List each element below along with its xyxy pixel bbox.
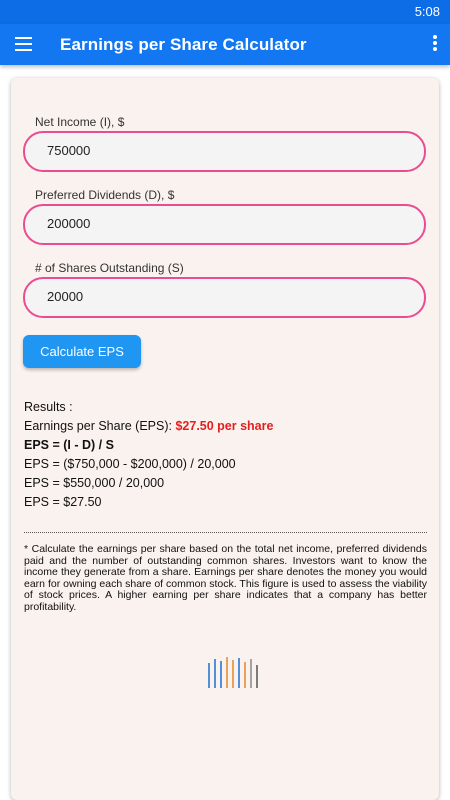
- eps-result-value: $27.50 per share: [175, 419, 274, 433]
- net-income-input[interactable]: 750000: [23, 131, 426, 172]
- preferred-dividends-input[interactable]: 200000: [23, 204, 426, 245]
- eps-result-prefix: Earnings per Share (EPS):: [24, 419, 176, 433]
- eps-step-1: EPS = ($750,000 - $200,000) / 20,000: [24, 457, 236, 471]
- results-section: [24, 398, 273, 512]
- calculate-eps-button[interactable]: Calculate EPS: [23, 335, 141, 368]
- eps-step-3: EPS = $27.50: [24, 495, 102, 509]
- shares-outstanding-input[interactable]: 20000: [23, 277, 426, 318]
- more-vertical-icon[interactable]: [432, 35, 438, 53]
- eps-result-line: [24, 417, 273, 436]
- calculator-card: [11, 78, 439, 800]
- app-title: Earnings per Share Calculator: [60, 35, 307, 54]
- dotted-divider: [24, 532, 427, 533]
- eps-step-2: EPS = $550,000 / 20,000: [24, 476, 165, 490]
- status-bar: [0, 0, 450, 24]
- net-income-label: Net Income (I), $: [35, 115, 125, 129]
- preferred-dividends-label: Preferred Dividends (D), $: [35, 188, 175, 202]
- status-time: 5:08: [414, 4, 440, 19]
- shares-outstanding-label: # of Shares Outstanding (S): [35, 261, 184, 275]
- app-bar: [0, 24, 450, 65]
- description-note: * Calculate the earnings per share based on the total net income, preferred dividends paid and the number of outstanding common shares. Investors want to know the income they generate from a share. Earnings per share denotes the money you would earn for owning each share of common stock. This figure is used to assess the viability of stock prices. A higher earning per share indicates that a company has better profitability.: [24, 543, 427, 613]
- app-logo-icon: [207, 655, 263, 689]
- eps-formula: EPS = (I - D) / S: [24, 438, 114, 452]
- results-heading: Results :: [24, 400, 73, 414]
- hamburger-menu-icon[interactable]: [15, 37, 32, 51]
